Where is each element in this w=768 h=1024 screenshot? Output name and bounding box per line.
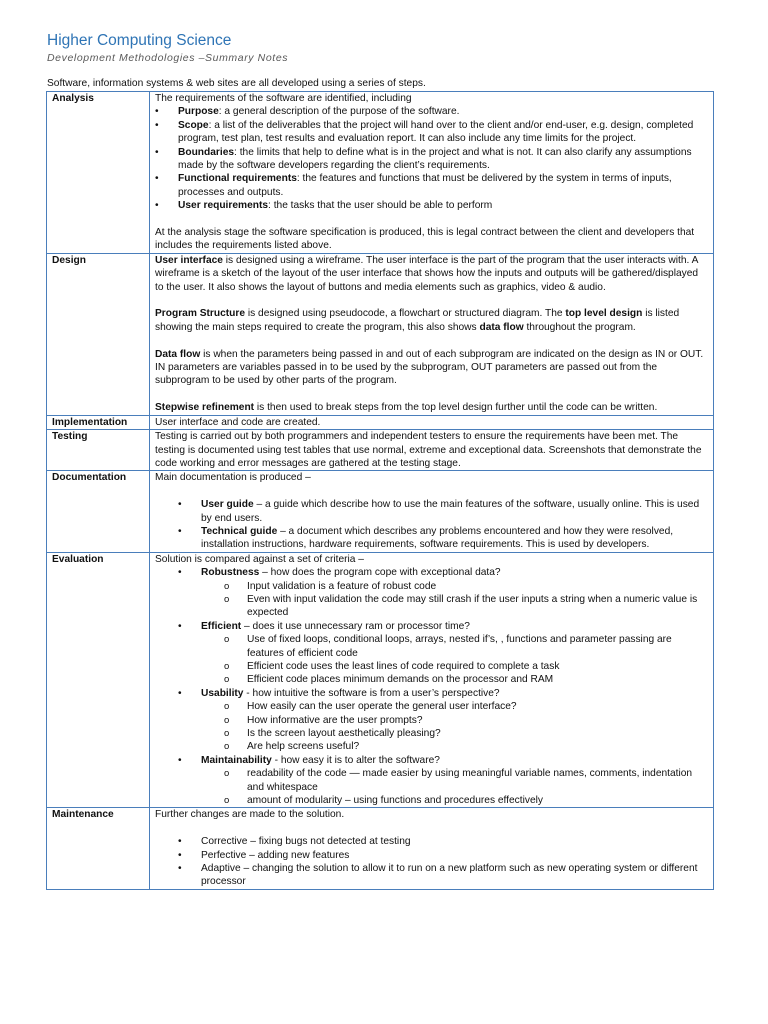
row-testing — [47, 430, 714, 471]
documentation-lead: Main documentation is produced – — [155, 472, 311, 484]
summary-table — [46, 91, 714, 890]
maintenance-list — [155, 835, 709, 889]
design-paragraph: User interface is designed using a wireframe. The user interface is the part of the program that the user interacts with. A wireframe is a sketch of the layout of the user interface that shows how the inputs and outputs will be gathered/displayed to the user. It also shows the layout of buttons and media elements such as graphics, video & audio. — [155, 254, 699, 293]
documentation-list — [155, 498, 709, 552]
list-item: • Functional requirements: the features and functions that must be delivered by the system in terms of inputs, processes and outputs. — [155, 172, 709, 199]
row-evaluation — [47, 552, 714, 808]
list-item: • Scope: a list of the deliverables that the project will hand over to the client and/or end-user, e.g. design, completed program, test plan, test results and evaluation report. It can also include any time limits for the project. — [155, 119, 709, 146]
list-item: • Corrective – fixing bugs not detected at testing — [178, 835, 709, 848]
stage-body-documentation — [150, 471, 714, 552]
list-item: • User guide – a guide which describe how to use the main features of the software, usually online. This is used by end users. — [178, 498, 709, 525]
list-item: • Robustness – how does the program cope with exceptional data? o Input validation is a feature of robust code o Even with input validation the code may still crash if the user inputs a string when a numeric value is expected — [178, 566, 709, 620]
sub-list — [201, 767, 709, 807]
list-item: • Maintainability - how easy it is to alter the software? o readability of the code — made easier by using meaningful variable names, comments, indentation and whitespace o amount of modularity – using functions and procedures effectively — [178, 754, 709, 808]
design-paragraph: Program Structure is designed using pseudocode, a flowchart or structured diagram. The top level design is listed showing the main steps required to create the program, this also shows data flow throughout the program. — [155, 308, 680, 333]
row-documentation — [47, 471, 714, 552]
sub-list-item: o Are help screens useful? — [201, 740, 709, 753]
row-design — [47, 253, 714, 415]
stage-body-design — [150, 253, 714, 415]
sub-list-item: o Efficient code places minimum demands on the processor and RAM — [201, 673, 709, 686]
sub-list-item: o amount of modularity – using functions and procedures effectively — [201, 794, 709, 807]
stage-label-documentation: Documentation — [47, 471, 150, 552]
page-subtitle: Development Methodologies –Summary Notes — [47, 52, 289, 64]
sub-list-item: o Input validation is a feature of robust code — [201, 580, 709, 593]
analysis-closing: At the analysis stage the software specification is produced, this is legal contract between the client and developers that includes the requirements listed above. — [155, 227, 695, 252]
list-item: • Technical guide – a document which describes any problems encountered and how they were resolved, installation instructions, hardware requirements, software requirements. This is used by developers. — [178, 525, 709, 552]
sub-list-item: o readability of the code — made easier by using meaningful variable names, comments, indentation and whitespace — [201, 767, 709, 794]
stage-body-analysis — [150, 92, 714, 254]
list-item: • Purpose: a general description of the purpose of the software. — [155, 105, 709, 118]
design-paragraph: Data flow is when the parameters being passed in and out of each subprogram are indicated on the design as IN or OUT. IN parameters are variables passed in to be used by the subprogram, OUT parameters are passed out from the subprogram to be used by other parts of the program. — [155, 348, 704, 387]
sub-list-item: o Even with input validation the code may still crash if the user inputs a string when a numeric value is expected — [201, 593, 709, 620]
sub-list — [201, 700, 709, 754]
sub-list-item: o How easily can the user operate the general user interface? — [201, 700, 709, 713]
stage-label-evaluation: Evaluation — [47, 552, 150, 808]
list-item: • User requirements: the tasks that the user should be able to perform — [155, 199, 709, 212]
analysis-lead: The requirements of the software are identified, including — [155, 93, 412, 104]
stage-label-design: Design — [47, 253, 150, 415]
stage-body-implementation: User interface and code are created. — [150, 415, 714, 429]
row-implementation — [47, 415, 714, 429]
stage-body-maintenance — [150, 808, 714, 889]
stage-label-analysis: Analysis — [47, 92, 150, 254]
stage-body-testing: Testing is carried out by both programmers and independent testers to ensure the requirements have been met. The testing is documented using test tables that use normal, extreme and exceptional data. Screenshots that demonstrate the code working and error messages are gathered at the testing stage. — [150, 430, 714, 471]
list-item: • Adaptive – changing the solution to allow it to run on a new platform such as new operating system or different processor — [178, 862, 709, 889]
list-item: • Efficient – does it use unnecessary ram or processor time? o Use of fixed loops, conditional loops, arrays, nested if’s, , functions and parameter passing are features of efficient code o Efficient code uses the least lines of code required to complete a task o Efficient code places minimum demands on the processor and RAM — [178, 620, 709, 687]
page-title: Higher Computing Science — [47, 32, 232, 49]
stage-label-maintenance: Maintenance — [47, 808, 150, 889]
sub-list — [201, 580, 709, 620]
sub-list-item: o How informative are the user prompts? — [201, 714, 709, 727]
stage-label-testing: Testing — [47, 430, 150, 471]
list-item: • Boundaries: the limits that help to define what is in the project and what is not. It can also clarify any assumptions made by the software developers regarding the client’s requirements. — [155, 146, 709, 173]
sub-list-item: o Is the screen layout aesthetically pleasing? — [201, 727, 709, 740]
sub-list — [201, 633, 709, 687]
sub-list-item: o Use of fixed loops, conditional loops, arrays, nested if’s, , functions and parameter passing are features of efficient code — [201, 633, 709, 660]
row-analysis — [47, 92, 714, 254]
row-maintenance — [47, 808, 714, 889]
design-paragraph: Stepwise refinement is then used to break steps from the top level design further until the code can be written. — [155, 402, 658, 414]
evaluation-lead: Solution is compared against a set of criteria – — [155, 553, 364, 565]
analysis-list — [155, 105, 709, 212]
list-item: • Perfective – adding new features — [178, 849, 709, 862]
evaluation-list — [155, 566, 709, 807]
stage-body-evaluation — [150, 552, 714, 808]
maintenance-lead: Further changes are made to the solution. — [155, 809, 345, 821]
intro-text: Software, information systems & web sites are all developed using a series of steps. — [47, 78, 426, 89]
stage-label-implementation: Implementation — [47, 415, 150, 429]
sub-list-item: o Efficient code uses the least lines of code required to complete a task — [201, 660, 709, 673]
list-item: • Usability - how intuitive the software is from a user’s perspective? o How easily can the user operate the general user interface? o How informative are the user prompts? o Is the screen layout aesthetically pleasing? o Are help screens useful? — [178, 687, 709, 754]
